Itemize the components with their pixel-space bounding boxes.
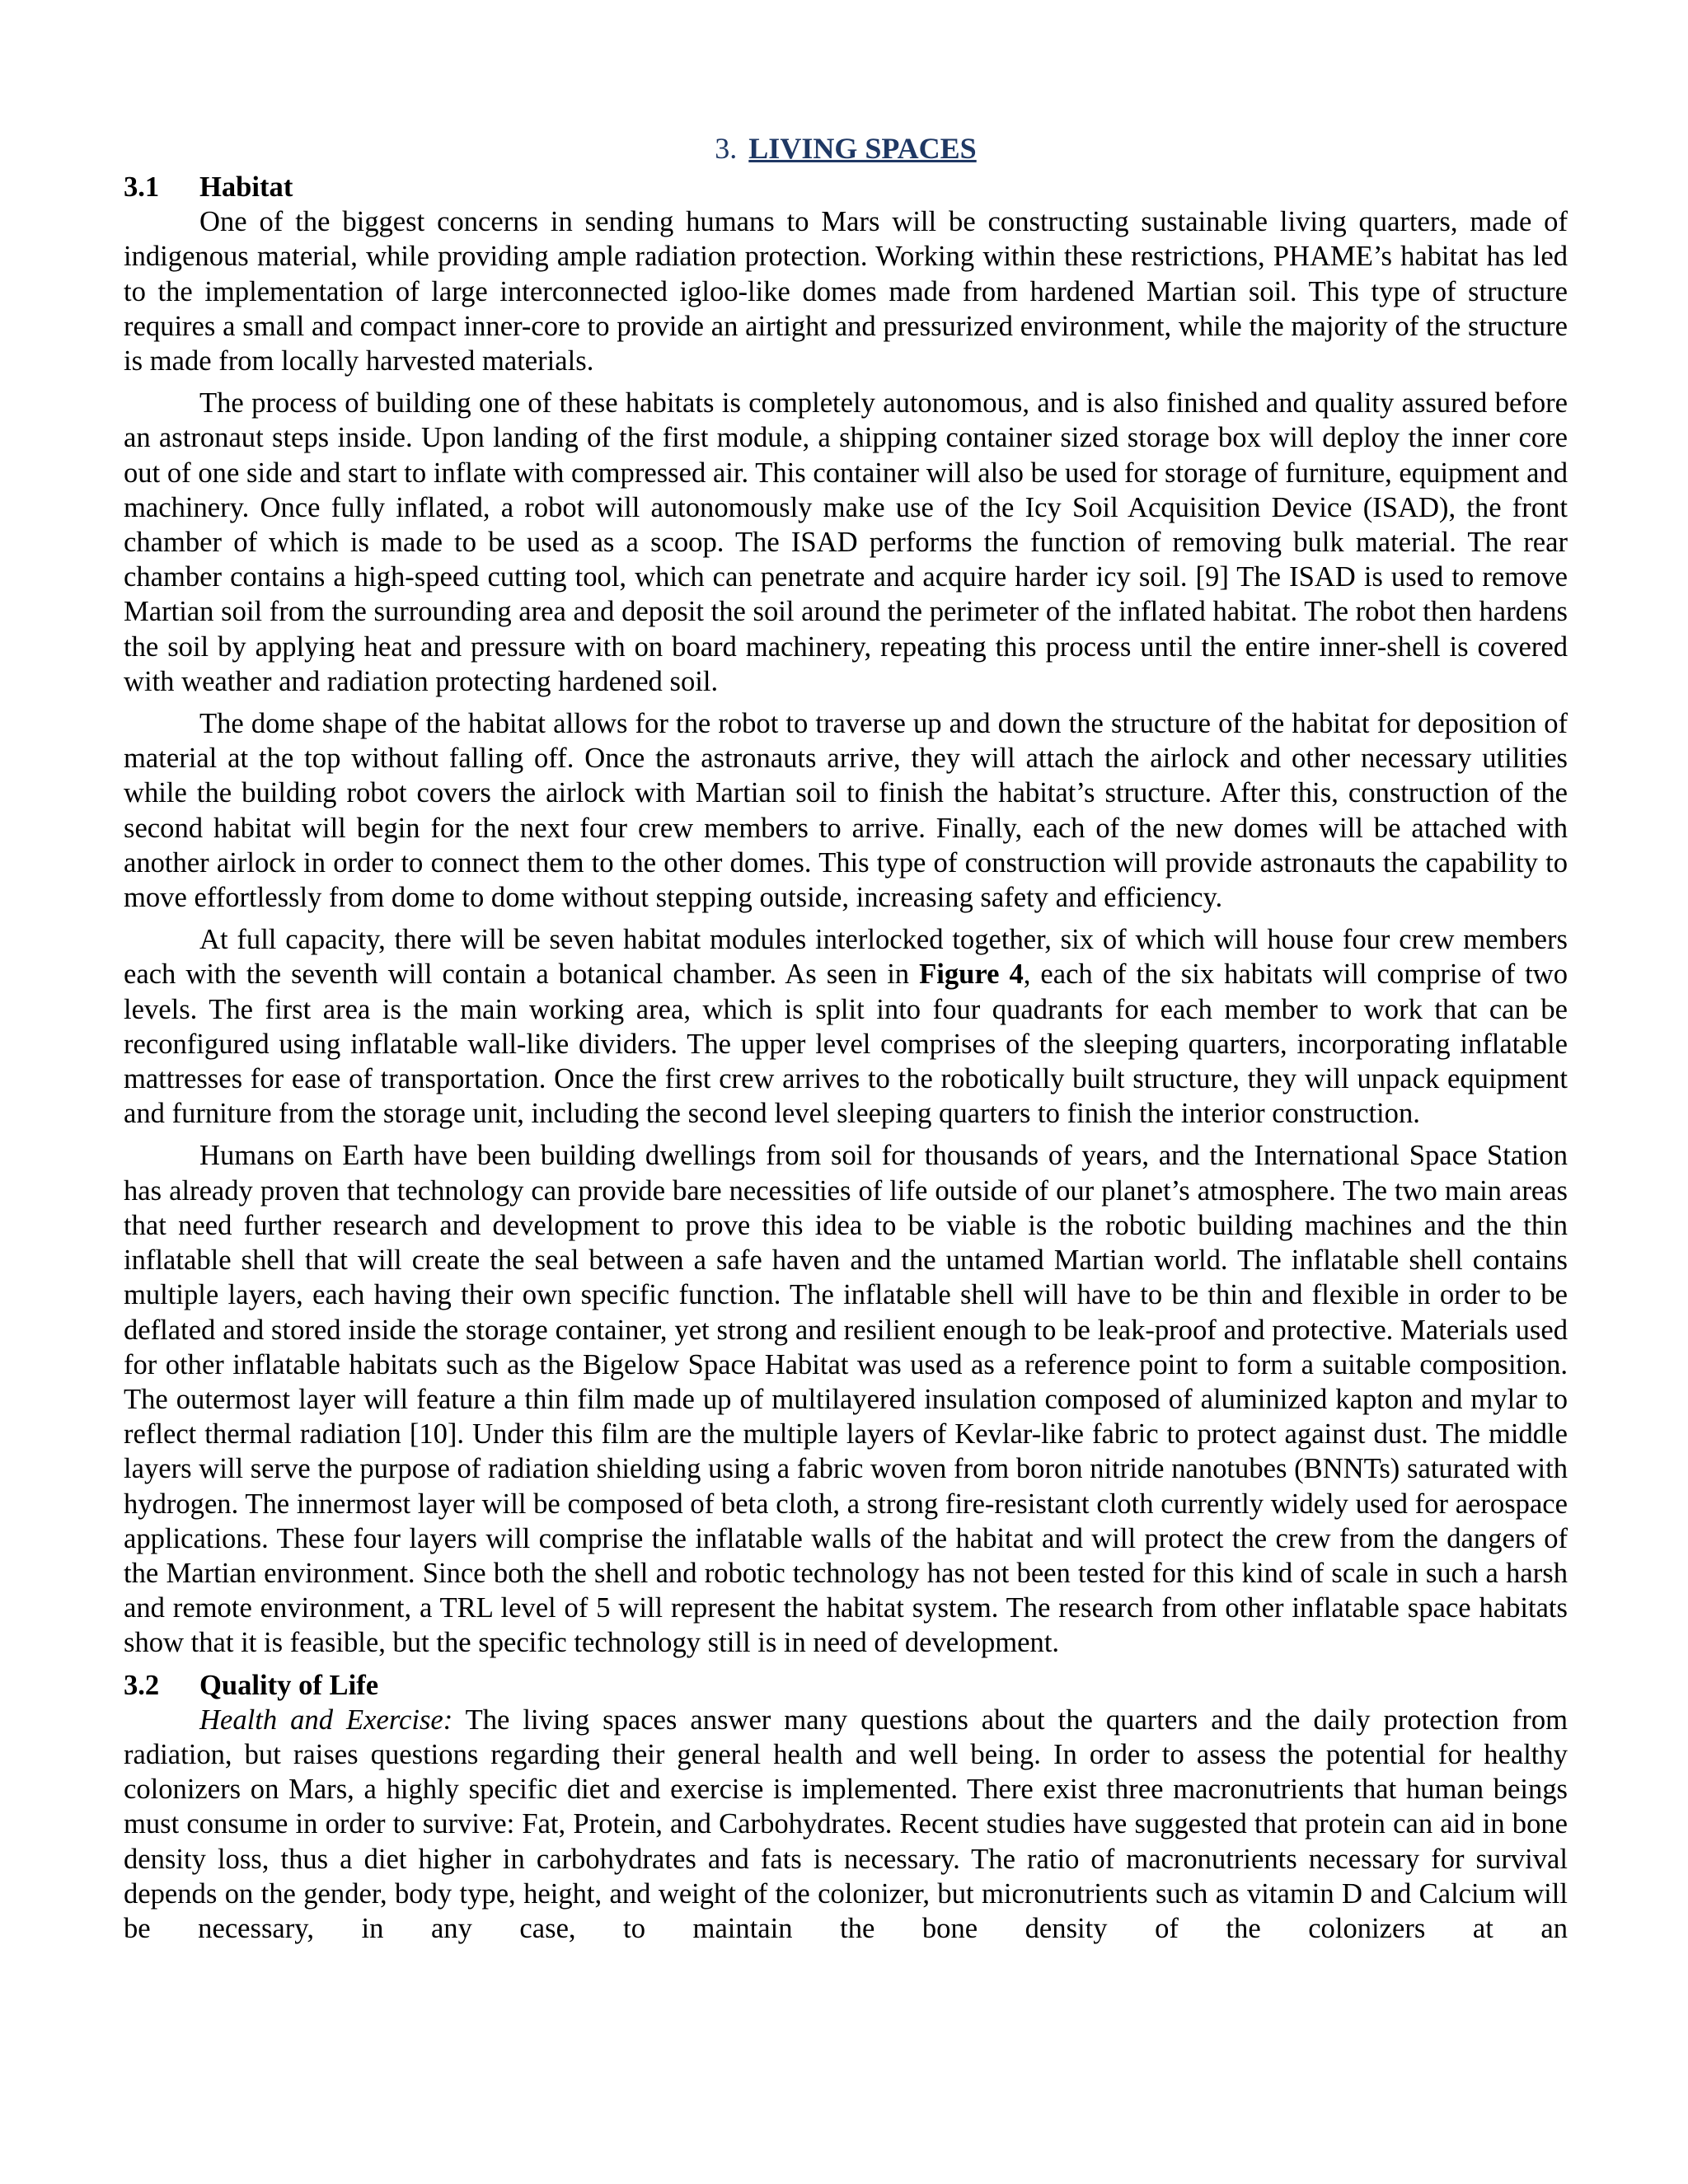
paragraph-dome-shape: The dome shape of the habitat allows for the robot to traverse up and down the structure of the habitat for deposition of material at the top without falling off. Once the astronauts arrive, they will attach the airlock and other necessary utilities while the building robot covers the airlock with Martian soil to finish the habitat’s structure. After this, construction of the second habitat will begin for the next four crew members to arrive. Finally, each of the new domes will be attached with another airlock in order to connect them to the other domes. This type of construction will provide astronauts the capability to move effortlessly from dome to dome without stepping outside, increasing safety and efficiency. <box>124 708 1568 914</box>
paragraph-full-capacity <box>124 922 1568 1131</box>
paragraph-inflatable-shell: Humans on Earth have been building dwellings from soil for thousands of years, and the International Space Station has already proven that technology can provide bare necessities of life outside of our planet’s atmosphere. The two main areas that need further research and development to prove this idea to be viable is the robotic building machines and the thin inflatable shell that will create the seal between a safe haven and the untamed Martian world. The inflatable shell contains multiple layers, each having their own specific function. The inflatable shell will have to be thin and flexible in order to be deflated and stored inside the storage container, yet strong and resilient enough to be leak-proof and protective. Materials used for other inflatable habitats such as the Bigelow Space Habitat was used as a reference point to form a suitable composition. The outermost layer will feature a thin film made up of multilayered insulation composed of aluminized kapton and mylar to reflect thermal radiation [10]. Under this film are the multiple layers of Kevlar-like fabric to protect against dust. The middle layers will serve the purpose of radiation shielding using a fabric woven from boron nitride nanotubes (BNNTs) saturated with hydrogen. The innermost layer will be composed of beta cloth, a strong fire-resistant cloth currently widely used for aerospace applications. These four layers will comprise the inflatable walls of the habitat and will protect the crew from the dangers of the Martian environment. Since both the shell and robotic technology has not been tested for this kind of scale in such a harsh and remote environment, a TRL level of 5 will represent the habitat system. The research from other inflatable space habitats show that it is feasible, but the specific technology still is in need of development. <box>124 1140 1568 1659</box>
section-title: LIVING SPACES <box>748 132 977 165</box>
paragraph-text: At full capacity, there will be seven habitat modules interlocked together, six of which will house four crew members each with the seventh will contain a botanical chamber. As seen in <box>124 924 1568 991</box>
paragraph-text: , each of the six habitats will comprise of two levels. The first area is the main working area, which is split into four quadrants for each member to work that can be reconfigured using inflatable wall-like dividers. The upper level comprises of the sleeping quarters, incorporating inflatable mattresses for ease of transportation. Once the first crew arrives to the robotically built structure, they will unpack equipment and furniture from the storage unit, including the second level sleeping quarters to finish the interior construction. <box>124 958 1568 1130</box>
section-heading <box>124 130 1568 166</box>
paragraph-text: The living spaces answer many questions about the quarters and the daily protection from radiation, but raises questions regarding their general health and well being. In order to assess the potential for healthy colonizers on Mars, a highly specific diet and exercise is implemented. There exist three macronutrients that human beings must consume in order to survive: Fat, Protein, and Carbohydrates. Recent studies have suggested that protein can aid in bone density loss, thus a diet higher in carbohydrates and fats is necessary. The ratio of macronutrients necessary for survival depends on the gender, body type, height, and weight of the colonizer, but micronutrients such as vitamin D and Calcium will be necessary, in any case, to maintain the bone density of the colonizers at an <box>124 1704 1568 1944</box>
figure-reference: Figure 4 <box>919 958 1024 991</box>
run-in-heading: Health and Exercise: <box>199 1704 453 1736</box>
section-number: 3. <box>715 132 738 165</box>
subsection-title: Habitat <box>199 171 293 203</box>
subsection-number: 3.1 <box>124 171 160 203</box>
subsection-number: 3.2 <box>124 1669 160 1701</box>
subsection-heading-habitat <box>124 170 1568 204</box>
subsection-heading-quality-of-life <box>124 1668 1568 1703</box>
document-page <box>124 130 1568 1953</box>
subsection-title: Quality of Life <box>199 1669 379 1701</box>
paragraph-habitat-intro: One of the biggest concerns in sending humans to Mars will be constructing sustainable living quarters, made of indigenous material, while providing ample radiation protection. Working within these restrictions, PHAME’s habitat has led to the implementation of large interconnected igloo-like domes made from hardened Martian soil. This type of structure requires a small and compact inner-core to provide an airtight and pressurized environment, while the majority of the structure is made from locally harvested materials. <box>124 206 1568 377</box>
paragraph-health-exercise <box>124 1703 1568 1946</box>
paragraph-building-process: The process of building one of these habitats is completely autonomous, and is also finished and quality assured before an astronaut steps inside. Upon landing of the first module, a shipping container sized storage box will deploy the inner core out of one side and start to inflate with compressed air. This container will also be used for storage of furniture, equipment and machinery. Once fully inflated, a robot will autonomously make use of the Icy Soil Acquisition Device (ISAD), the front chamber of which is made to be used as a scoop. The ISAD performs the function of removing bulk material. The rear chamber contains a high-speed cutting tool, which can penetrate and acquire harder icy soil. [9] The ISAD is used to remove Martian soil from the surrounding area and deposit the soil around the perimeter of the inflated habitat. The robot then hardens the soil by applying heat and pressure with on board machinery, repeating this process until the entire inner-shell is covered with weather and radiation protecting hardened soil. <box>124 387 1568 697</box>
